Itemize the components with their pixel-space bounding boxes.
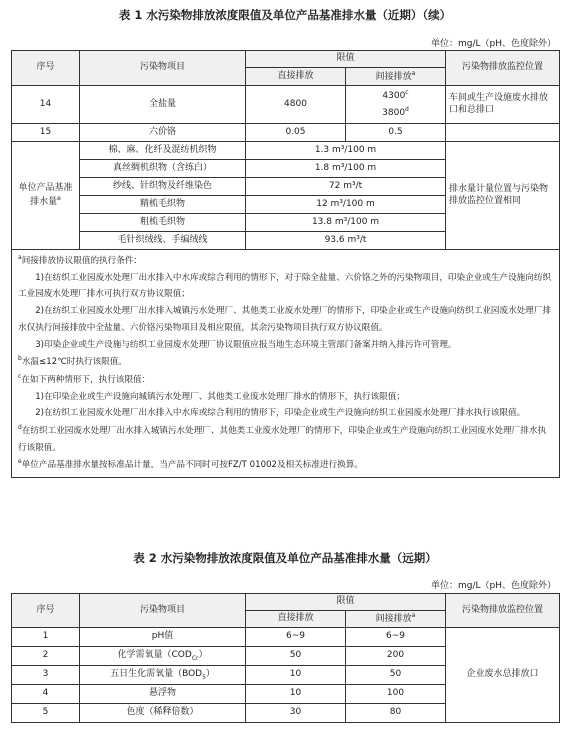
row-no: 2 xyxy=(12,647,80,666)
water-value: 12 m³/100 m xyxy=(246,196,446,214)
row-direct: 0.05 xyxy=(246,124,346,142)
row-no: 3 xyxy=(12,666,80,685)
row-item: 五日生化需氧量$(BOD_5)$ xyxy=(80,666,246,685)
table1-notes-row xyxy=(12,250,560,478)
row-indirect: 100 xyxy=(346,685,446,704)
water-value: 93.6 m³/t xyxy=(246,232,446,250)
water-item: 粗梳毛织物 xyxy=(80,214,246,232)
header-limit: 限值 xyxy=(246,51,446,68)
row-no: 15 xyxy=(12,124,80,142)
row-indirect: 200 xyxy=(346,647,446,666)
header-limit: 限值 xyxy=(246,594,446,611)
table1-title: 表 1 水污染物排放浓度限值及单位产品基准排水量（近期）（续） xyxy=(118,8,452,22)
header-item: 污染物项目 xyxy=(80,594,246,628)
header-no: 序号 xyxy=(12,51,80,86)
table1 xyxy=(11,50,560,478)
water-value: 13.8 m³/100 m xyxy=(246,214,446,232)
header-monitor: 污染物排放监控位置 xyxy=(446,51,560,86)
row-no: 5 xyxy=(12,704,80,723)
table1-header-row xyxy=(12,51,560,68)
row-no: 14 xyxy=(12,86,80,124)
table-row xyxy=(12,628,560,647)
row-indirect: 0.5 xyxy=(346,124,446,142)
row-item: pH值 xyxy=(80,628,246,647)
row-indirect: 50 xyxy=(346,666,446,685)
row-monitor-empty xyxy=(446,124,560,142)
row-direct: 6~9 xyxy=(246,628,346,647)
row-direct: 10 xyxy=(246,685,346,704)
water-item: 毛针织绒线、手编绒线 xyxy=(80,232,246,250)
row-item: 色度（稀释倍数） xyxy=(80,704,246,723)
water-item: 真丝绸机织物（含练白） xyxy=(80,160,246,178)
row-direct: 10 xyxy=(246,666,346,685)
table2-unit: 单位：mg/L（pH、色度除外） xyxy=(430,581,556,591)
table2-header-row xyxy=(12,594,560,611)
row-indirect: 80 xyxy=(346,704,446,723)
header-item: 污染物项目 xyxy=(80,51,246,86)
row-monitor: 车间或生产设施废水排放口和总排口 xyxy=(446,86,560,124)
header-no: 序号 xyxy=(12,594,80,628)
header-direct: 直接排放 xyxy=(246,68,346,86)
row-item: 化学需氧量$(COD_{Cr})$ xyxy=(80,647,246,666)
water-value: 1.8 m³/100 m xyxy=(246,160,446,178)
water-label: 单位产品基准排水量$^e$ xyxy=(12,142,80,250)
row-direct: 50 xyxy=(246,647,346,666)
row-item: 六价铬 xyxy=(80,124,246,142)
row-no: 4 xyxy=(12,685,80,704)
table1-unit: 单位：mg/L（pH、色度除外） xyxy=(430,39,556,49)
header-monitor: 污染物排放监控位置 xyxy=(446,594,560,628)
header-indirect: 间接排放$^a$ xyxy=(346,68,446,86)
water-value: 72 m³/t xyxy=(246,178,446,196)
table2-title: 表 2 水污染物排放浓度限值及单位产品基准排水量（远期） xyxy=(133,551,437,565)
row-direct: 4800 xyxy=(246,86,346,124)
water-item: 纱线、针织物及纤维染色 xyxy=(80,178,246,196)
row-item: 全盐量 xyxy=(80,86,246,124)
table-row xyxy=(12,142,560,160)
table1-notes: $^a$间接排放协议限值的执行条件： 1)在纺织工业园废水处理厂出水排入中水库或综合利用的情形下，对于除全盐量、六价铬之外的污染物项目，印染企业或生产设施向纺织工业园废水处理厂排水可执行双方协议限值； 2)在纺织工业园废水处理厂出水排入城镇污水处理厂、其他类工业废水处理厂的情形下，印染企业或生产设施向纺织工业园废水处理厂排水仅执行间接排放中全盐量、六价铬污染物项目及相应限值，其余污染物项目执行双方协议限值。 3)印染企业或生产设施与纺织工业园废水处理厂协议限值应报当地生态环境主管部门备案并纳入排污许可管理。 $^b$水温≤12℃时执行该限值。 $^c$在如下两种情形下，执行该限值： 1)在印染企业或生产设施向城镇污水处理厂、其他类工业废水处理厂排水的情形下，执行该限值； 2)在纺织工业园废水处理厂出水排入中水库或综合利用的情形下，印染企业或生产设施向纺织工业园废水处理厂排水执行该限值。 $^d$在纺织工业园废水处理厂出水排入城镇污水处理厂、其他类工业废水处理厂的情形下，印染企业或生产设施向纺织工业园废水处理厂排水执行该限值。 $^e$单位产品基准排水量按标准品计量，当产品不同时可按FZ/T 01002及相关标准进行换算。 xyxy=(12,250,560,478)
water-item: 精梳毛织物 xyxy=(80,196,246,214)
header-indirect: 间接排放$^a$ xyxy=(346,611,446,628)
table-row xyxy=(12,86,560,124)
row-direct: 30 xyxy=(246,704,346,723)
row-indirect: 6~9 xyxy=(346,628,446,647)
row-no: 1 xyxy=(12,628,80,647)
table2 xyxy=(11,593,560,723)
water-value: 1.3 m³/100 m xyxy=(246,142,446,160)
water-monitor: 排水量计量位置与污染物排放监控位置相同 xyxy=(446,142,560,250)
water-item: 棉、麻、化纤及混纺机织物 xyxy=(80,142,246,160)
table2-monitor: 企业废水总排放口 xyxy=(446,628,560,723)
header-direct: 直接排放 xyxy=(246,611,346,628)
table-row xyxy=(12,124,560,142)
row-item: 悬浮物 xyxy=(80,685,246,704)
row-indirect: 4300$^c$ 3800$^d$ xyxy=(346,86,446,124)
